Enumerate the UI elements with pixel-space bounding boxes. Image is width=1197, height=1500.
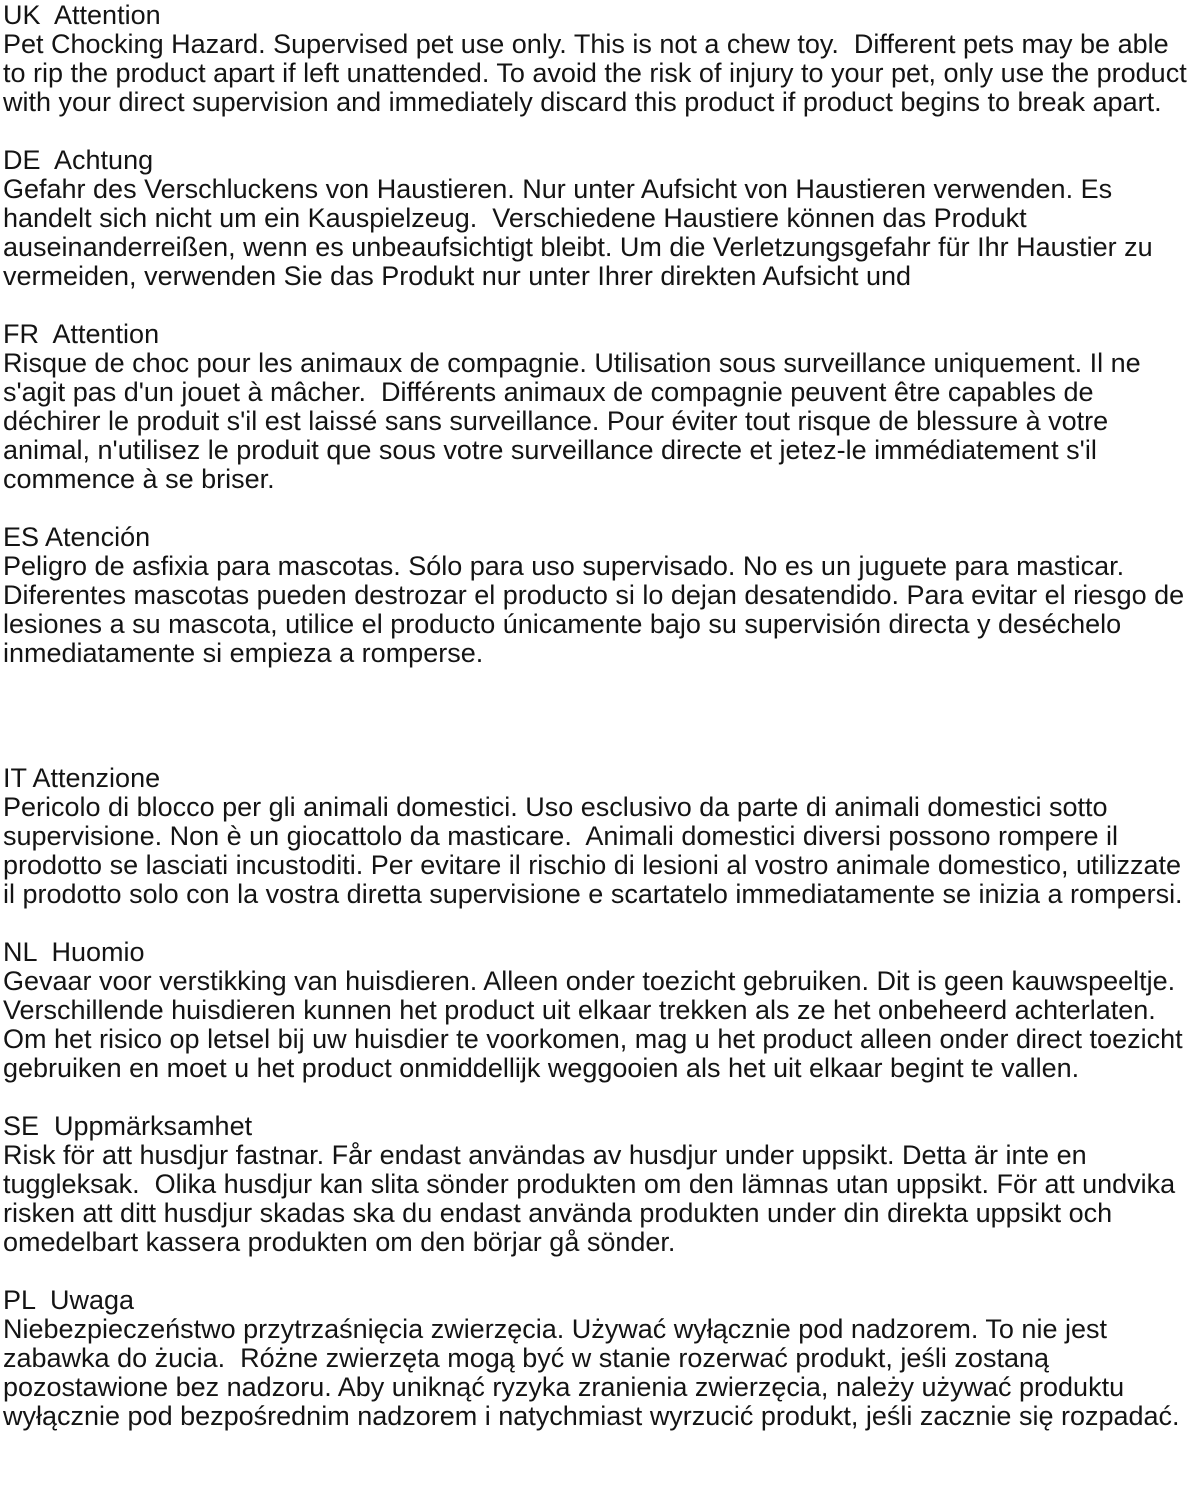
warning-section-uk (3, 0, 1195, 117)
section-body: Pet Chocking Hazard. Supervised pet use only. This is not a chew toy. Different pets may be able to rip the product apart if left unattended. To avoid the risk of injury to your pet, only use the product with your direct supervision and immediately discard this product if product begins to break apart. (3, 29, 1195, 117)
section-heading: UK Attention (3, 0, 161, 30)
warning-section-nl (3, 938, 1189, 1083)
section-heading: SE Uppmärksamhet (3, 1111, 253, 1141)
section-heading: ES Atención (3, 522, 151, 552)
section-heading: IT Attenzione (3, 763, 161, 793)
section-body: Risk för att husdjur fastnar. Får endast användas av husdjur under uppsikt. Detta är inte en tuggleksak. Olika husdjur kan slita sönder produkten om den lämnas utan uppsikt. För att undvika risken att ditt husdjur skadas ska du endast använda produkten under din direkta uppsikt och omedelbart kassera produkten om den börjar gå sönder. (3, 1140, 1183, 1257)
section-body: Gevaar voor verstikking van huisdieren. Alleen onder toezicht gebruiken. Dit is geen kauwspeeltje. Verschillende huisdieren kunnen het product uit elkaar trekken als ze het onbeheerd achterlaten. Om het risico op letsel bij uw huisdier te voorkomen, mag u het product alleen onder direct toezicht gebruiken en moet u het product onmiddellijk weggooien als het uit elkaar begint te vallen. (3, 966, 1191, 1083)
warning-section-fr (3, 320, 1189, 494)
warning-section-it (3, 764, 1189, 909)
section-body: Niebezpieczeństwo przytrzaśnięcia zwierzęcia. Używać wyłącznie pod nadzorem. To nie jest zabawka do żucia. Różne zwierzęta mogą być w stanie rozerwać produkt, jeśli zostaną pozostawione bez nadzoru. Aby uniknąć ryzyka zranienia zwierzęcia, należy używać produktu wyłącznie pod bezpośrednim nadzorem i natychmiast wyrzucić produkt, jeśli zacznie się rozpadać. (3, 1314, 1180, 1431)
section-body: Pericolo di blocco per gli animali domestici. Uso esclusivo da parte di animali domestici sotto supervisione. Non è un giocattolo da masticare. Animali domestici diversi possono rompere il prodotto se lasciati incustoditi. Per evitare il rischio di lesioni al vostro animale domestico, utilizzate il prodotto solo con la vostra diretta supervisione e scartatelo immediatamente se inizia a rompersi. (3, 792, 1189, 909)
warning-section-de (3, 146, 1189, 291)
warning-section-pl (3, 1286, 1189, 1431)
warning-section-es (3, 522, 1192, 668)
section-heading: PL Uwaga (3, 1285, 135, 1315)
section-body: Gefahr des Verschluckens von Haustieren. Nur unter Aufsicht von Haustieren verwenden. Es handelt sich nicht um ein Kauspielzeug. Verschiedene Haustiere können das Produkt auseinanderreißen, wenn es unbeaufsichtigt bleibt. Um die Verletzungsgefahr für Ihr Haustier zu vermeiden, verwenden Sie das Produkt nur unter Ihrer direkten Aufsicht und (3, 174, 1161, 291)
section-body: Peligro de asfixia para mascotas. Sólo para uso supervisado. No es un juguete para masticar. Diferentes mascotas pueden destrozar el producto si lo dejan desatendido. Para evitar el riesgo de lesiones a su mascota, utilice el producto únicamente bajo su supervisión directa y deséchelo inmediatamente si empieza a romperse. (3, 551, 1192, 668)
warning-section-se (3, 1112, 1189, 1257)
section-heading: DE Achtung (3, 145, 154, 175)
section-heading: FR Attention (3, 319, 160, 349)
section-heading: NL Huomio (3, 937, 145, 967)
section-body: Risque de choc pour les animaux de compagnie. Utilisation sous surveillance uniquement. Il ne s'agit pas d'un jouet à mâcher. Différents animaux de compagnie peuvent être capables de déchirer le produit s'il est laissé sans surveillance. Pour éviter tout risque de blessure à votre animal, n'utilisez le produit que sous votre surveillance directe et jetez-le immédiatement s'il commence à se briser. (3, 348, 1149, 494)
